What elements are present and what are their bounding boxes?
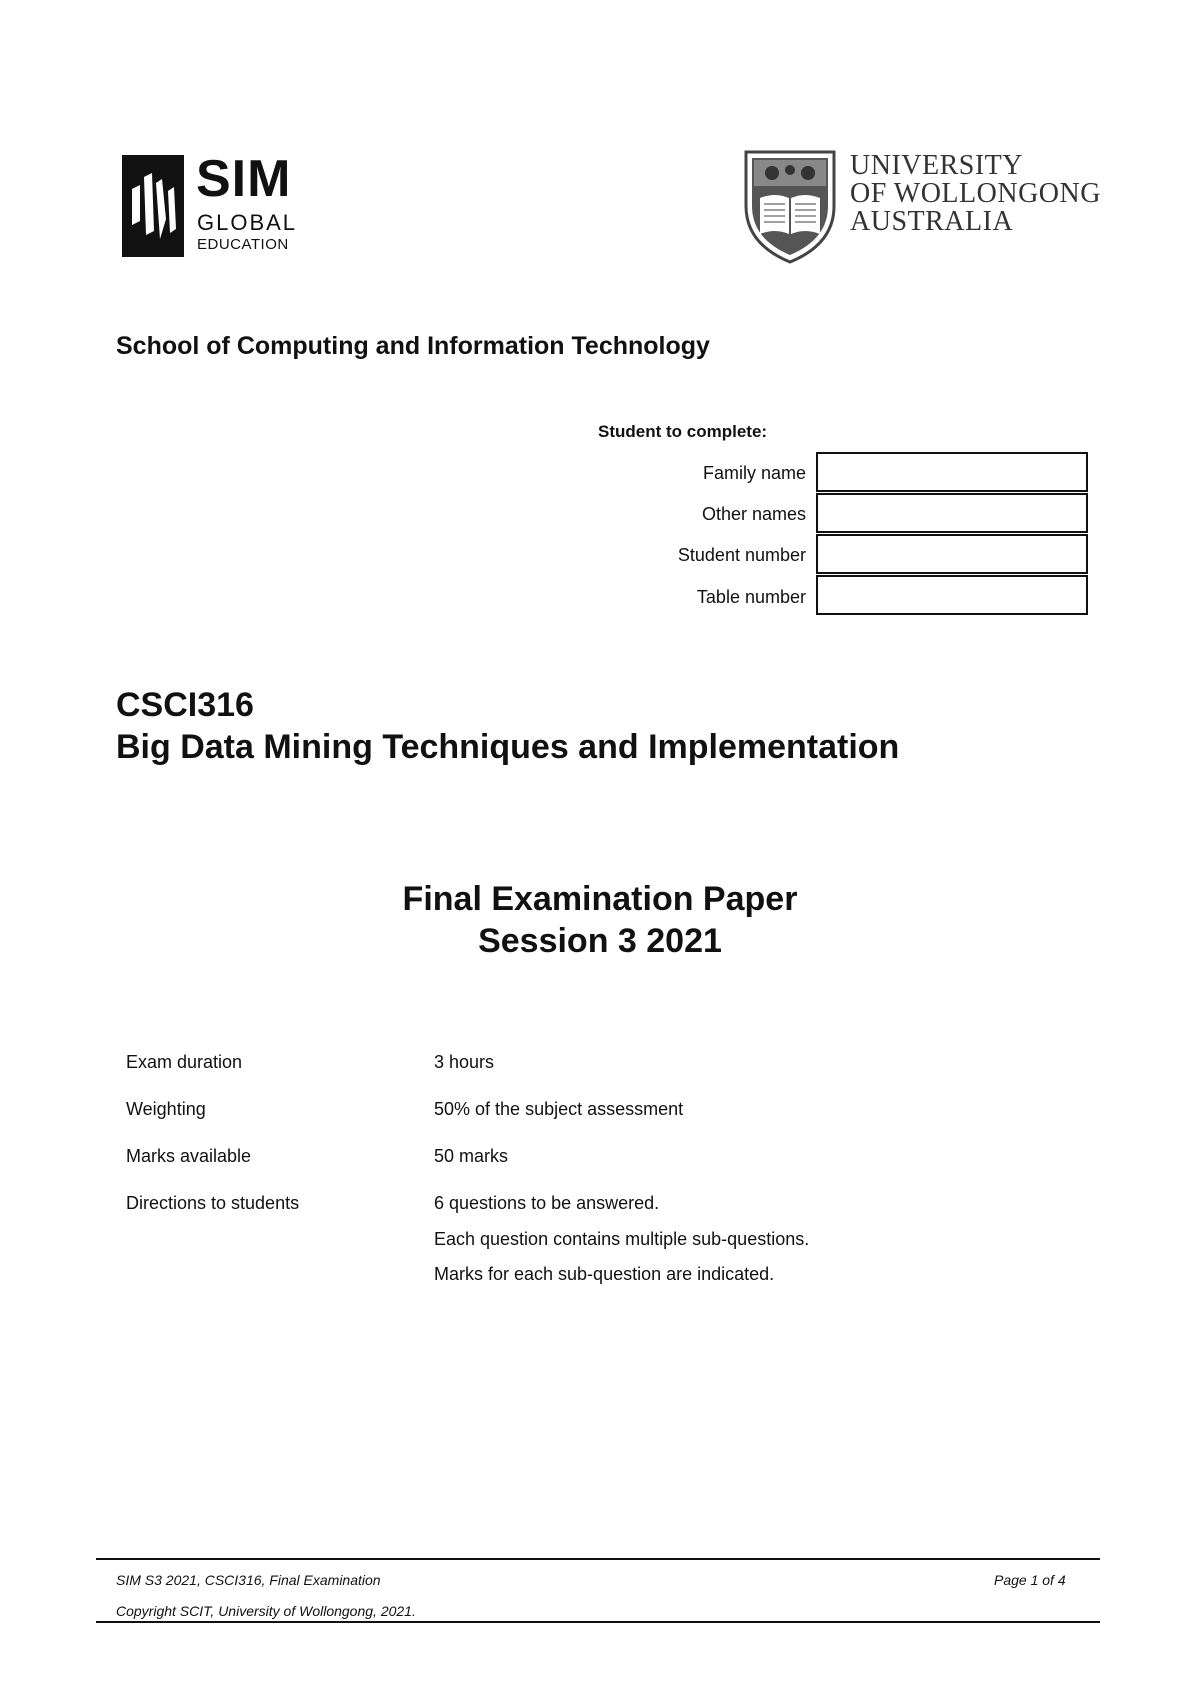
course-name: Big Data Mining Techniques and Implementation xyxy=(116,728,900,766)
detail-value-weighting: 50% of the subject assessment xyxy=(434,1099,684,1119)
family-name-label: Family name xyxy=(702,463,806,483)
family-name-field[interactable] xyxy=(816,452,1088,492)
course-code: CSCI316 xyxy=(116,686,254,724)
detail-value-duration: 3 hours xyxy=(434,1052,495,1072)
other-names-label: Other names xyxy=(701,504,806,524)
footer-copyright: Copyright SCIT, University of Wollongong, 2021. xyxy=(116,1603,416,1619)
footer-bottom-rule xyxy=(96,1621,1100,1623)
student-number-label: Student number xyxy=(677,545,806,565)
detail-value-directions-3: Marks for each sub-question are indicated. xyxy=(434,1264,775,1284)
other-names-field[interactable] xyxy=(816,493,1088,533)
student-number-field[interactable] xyxy=(816,534,1088,574)
sim-logo-education: EDUCATION xyxy=(197,236,289,253)
exam-title: Final Examination Paper xyxy=(402,880,798,918)
sim-logo-global: GLOBAL xyxy=(197,210,298,235)
sim-emblem-icon xyxy=(122,155,184,257)
detail-value-marks: 50 marks xyxy=(434,1146,509,1166)
detail-value-directions-1: 6 questions to be answered. xyxy=(434,1193,660,1213)
student-form-heading: Student to complete: xyxy=(598,422,768,441)
table-number-label: Table number xyxy=(696,587,806,607)
sim-global-education-logo xyxy=(122,150,302,257)
footer-page-number: Page 1 of 4 xyxy=(994,1572,1066,1588)
uow-logo-line3: AUSTRALIA xyxy=(850,206,1014,237)
exam-session: Session 3 2021 xyxy=(478,922,722,960)
uow-logo xyxy=(742,146,1122,266)
footer-exam-info: SIM S3 2021, CSCI316, Final Examination xyxy=(116,1572,381,1588)
uow-logo-line2: OF WOLLONGONG xyxy=(850,178,1101,209)
uow-logo-line1: UNIVERSITY xyxy=(850,150,1023,181)
uow-crest-icon xyxy=(742,146,838,266)
detail-label-marks: Marks available xyxy=(126,1146,252,1166)
detail-label-duration: Exam duration xyxy=(126,1052,243,1072)
detail-label-directions: Directions to students xyxy=(126,1193,300,1213)
table-number-field[interactable] xyxy=(816,575,1088,615)
sim-logo-text: SIM xyxy=(196,150,292,208)
detail-value-directions-2: Each question contains multiple sub-questions. xyxy=(434,1229,810,1249)
detail-label-weighting: Weighting xyxy=(126,1099,206,1119)
footer-top-rule xyxy=(96,1558,1100,1560)
school-title: School of Computing and Information Technology xyxy=(116,332,710,360)
